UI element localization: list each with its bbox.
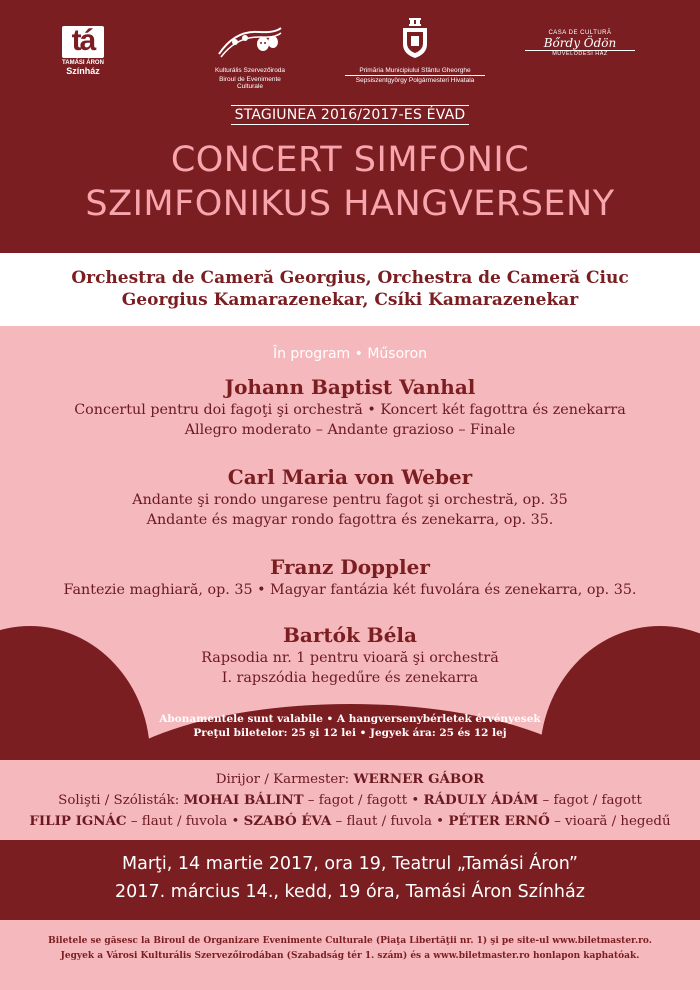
coat-of-arms-icon [400,18,430,58]
culture-logo-line1: CASA DE CULTURĂ [548,30,612,36]
culture-logo-signature: Bőrdy Ödön [543,36,617,50]
date-band [0,840,700,920]
city-logo-line2: Sepsiszentgyörgy Polgármesteri Hivatala [345,75,485,85]
city-logo-line1: Primăria Municipiului Sfântu Gheorghe [359,67,471,74]
theatre-logo [58,26,108,76]
music-masks-icon [215,24,285,60]
composer-name: Franz Doppler [270,555,430,579]
piece-line: Fantezie maghiară, op. 35 • Magyar fantázia két fuvolára és zenekarra, op. 35. [63,582,637,598]
office-logo [208,24,292,90]
performers-section [0,760,700,840]
theatre-logo-line2: Színház [66,66,100,76]
piece-line: Allegro moderato – Andante grazioso – Finale [184,422,516,438]
office-logo-line1: Kulturális Szervezőiroda [214,67,286,74]
program-label: În program • Műsoron [272,346,428,362]
piece-doppler [0,554,700,600]
conductor-line: Dirijor / Karmester: WERNER GÁBOR [215,771,485,787]
city-logo [345,18,485,85]
season-label: STAGIUNEA 2016/2017-ES ÉVAD [0,105,700,125]
soloist-name: SZABÓ ÉVA [243,813,332,829]
soloists-line2: FILIP IGNÁC – flaut / fuvola • SZABÓ ÉVA – flaut / fuvola • PÉTER ERNŐ – vioară / hegedű [29,813,671,829]
program-section [0,326,700,760]
soloist-name: FILIP IGNÁC [29,813,127,829]
piece-bartok [0,622,700,688]
soloist-name: MOHAI BÁLINT [183,792,304,808]
footer-line2: Jegyek a Városi Kulturális Szervezőirodában (Szabadság tér 1. szám) és a www.biletmaster.ro honlapon kaphatóak. [60,951,640,961]
footer [0,920,700,990]
orchestras-line2: Georgius Kamarazenekar, Csíki Kamarazenekar [121,290,579,310]
title-line1: CONCERT SIMFONIC [170,140,530,180]
piece-line: Andante és magyar rondo fagottra és zenekarra, op. 35. [146,512,554,528]
ticket-price-line: Preţul biletelor: 25 şi 12 lei • Jegyek ára: 25 és 12 lej [193,727,507,739]
soloist-name: PÉTER ERNŐ [448,813,550,829]
subscription-line1: Abonamentele sunt valabile • A hangversenybérletek érvényesek [159,713,541,725]
header-band [0,0,700,253]
date-line2: 2017. március 14., kedd, 19 óra, Tamási Áron Színház [115,882,585,902]
subscription-info [0,712,700,740]
footer-line1: Biletele se găsesc la Biroul de Organizare Evenimente Culturale (Piaţa Libertăţii nr. 1) şi pe site-ul www.biletmaster.ro. [48,936,652,946]
piece-line: Concertul pentru doi fagoţi şi orchestră • Koncert két fagottra és zenekarra [74,402,626,418]
culture-house-logo [525,30,635,57]
office-logo-line2: Biroul de Evenimente Culturale [219,76,281,90]
piece-line: Rapsodia nr. 1 pentru vioară şi orchestră [201,650,499,666]
conductor-name: WERNER GÁBOR [353,771,485,787]
piece-vanhal [0,374,700,440]
logo-row [0,18,700,88]
composer-name: Johann Baptist Vanhal [224,375,476,399]
theatre-logo-line1: TAMÁSI ÁRON [62,60,104,66]
piece-weber [0,464,700,530]
orchestras-band [0,253,700,326]
piece-line: Andante şi rondo ungarese pentru fagot şi orchestră, op. 35 [132,492,568,508]
culture-logo-line2: MŰVELŐDÉSI HÁZ [525,50,635,57]
theatre-logo-mark: tá [62,26,104,58]
composer-name: Carl Maria von Weber [227,465,473,489]
date-line1: Marţi, 14 martie 2017, ora 19, Teatrul „Tamási Áron” [122,854,578,874]
soloist-name: RÁDULY ÁDÁM [423,792,539,808]
piece-line: I. rapszódia hegedűre és zenekarra [221,670,479,686]
orchestras-line1: Orchestra de Cameră Georgius, Orchestra de Cameră Ciuc [71,268,629,288]
title-line2: SZIMFONIKUS HANGVERSENY [85,184,615,224]
composer-name: Bartók Béla [283,623,417,647]
soloists-line1: Solişti / Szólisták: MOHAI BÁLINT – fagot / fagott • RÁDULY ÁDÁM – fagot / fagott [58,792,642,808]
